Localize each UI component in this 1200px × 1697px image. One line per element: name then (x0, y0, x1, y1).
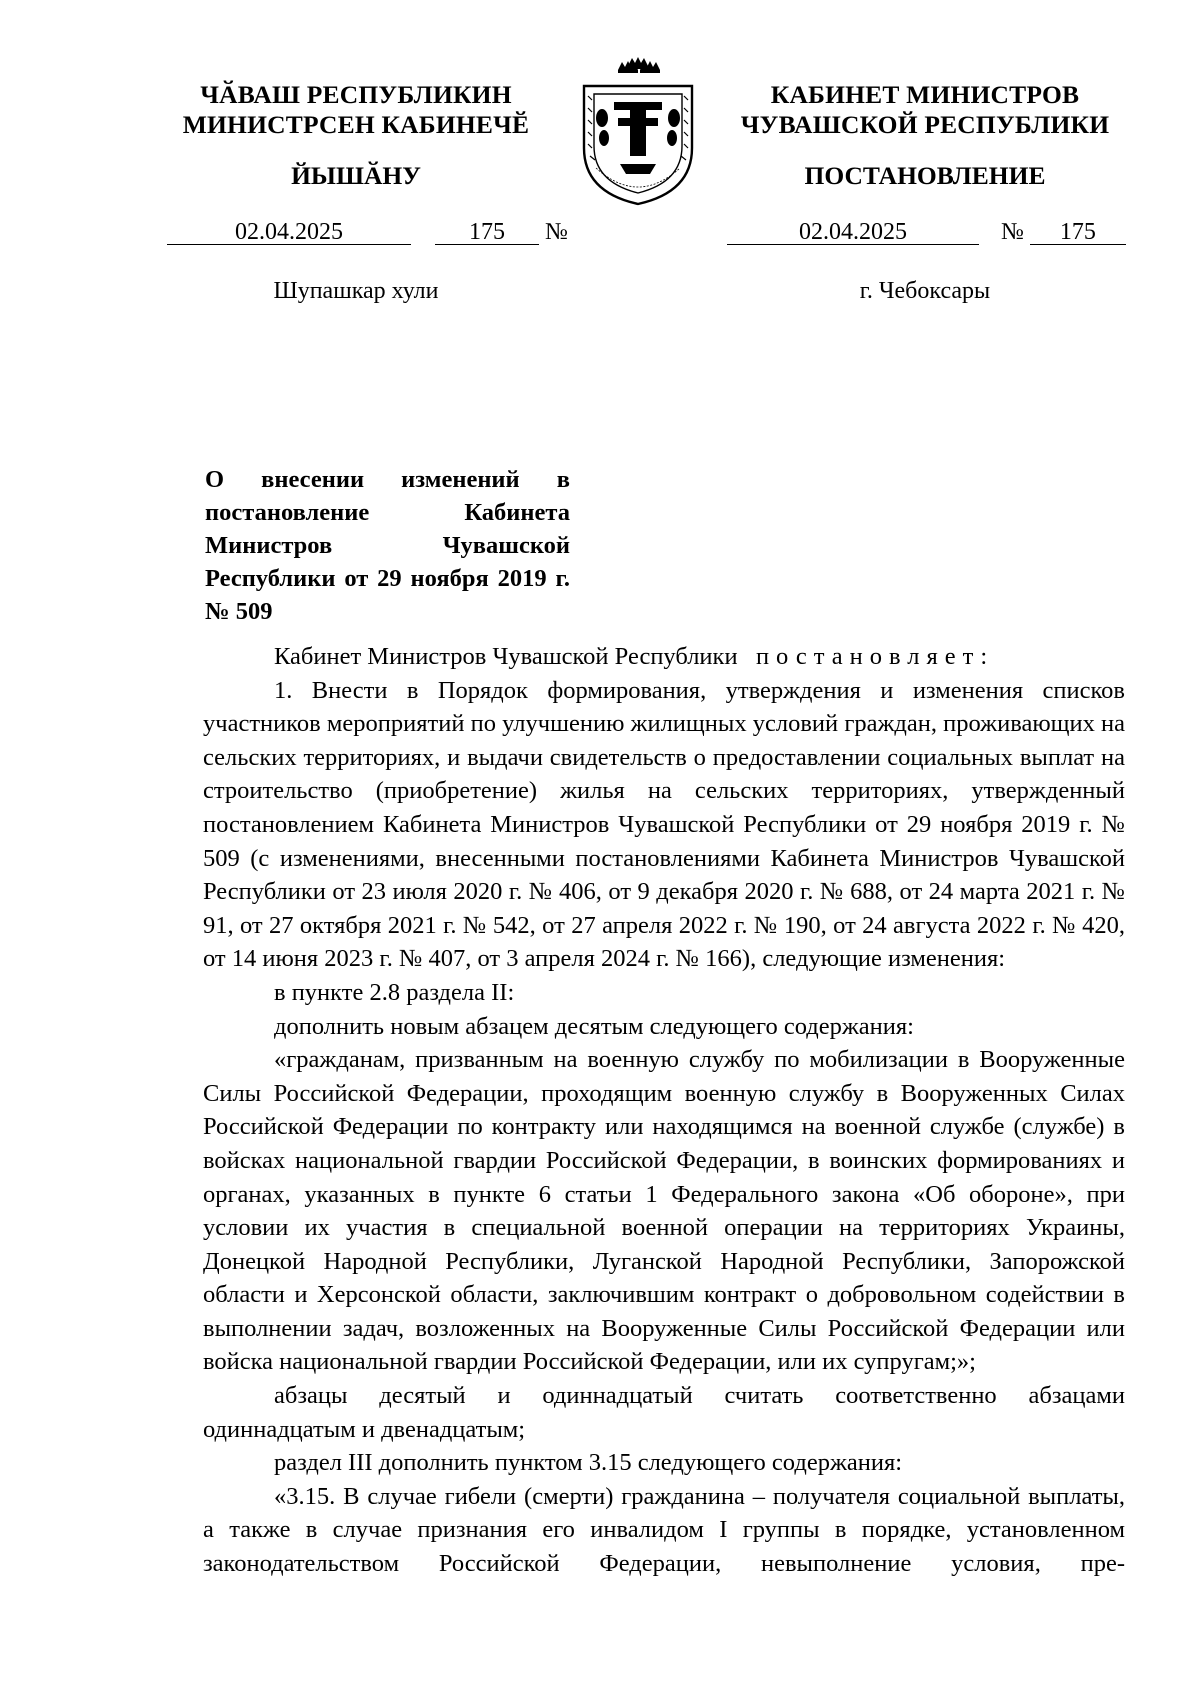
header-left-line1: ЧӐВАШ РЕСПУБЛИКИН (200, 80, 512, 109)
document-title: О внесении изменений в постановление Кабинета Министров Чувашской Республики от 29 ноября 2019 г. № 509 (205, 466, 570, 625)
left-number-sign: № (545, 219, 568, 245)
body-paragraph: 1. Внести в Порядок формирования, утверждения и изменения списков участников мероприятий по улучшению жилищных условий граждан, проживающих на сельских территориях, и выдачи свидетельств о предоставлении социальных выплат на строительство (приобретение) жилья на сельских территориях, утвержденный постановлением Кабинета Министров Чувашской Республики от 29 ноября 2019 г. № 509 (с изменениями, внесенными постановлениями Кабинета Министров Чувашской Республики от 23 июля 2020 г. № 406, от 9 декабря 2020 г. № 688, от 24 марта 2021 г. № 91, от 27 октября 2021 г. № 542, от 27 апреля 2022 г. № 190, от 24 августа 2022 г. № 420, от 14 июня 2023 г. № 407, от 3 апреля 2024 г. № 166), следующие изменения: (203, 676, 1125, 973)
right-number: 175 (1030, 218, 1126, 245)
left-number: 175 (435, 218, 539, 245)
header-left-title (150, 80, 562, 140)
preamble-resolves: постановляет: (755, 643, 995, 670)
header-right-line1: КАБИНЕТ МИНИСТРОВ (770, 80, 1080, 109)
body-paragraph: раздел III дополнить пунктом 3.15 следующего содержания: (274, 1449, 903, 1477)
right-number-sign: № (1001, 219, 1024, 245)
left-place: Шупашкар хули (273, 278, 439, 304)
header-left-line2: МИНИСТРСЕН КАБИНЕЧӖ (182, 110, 530, 139)
preamble-lead: Кабинет Министров Чувашской Республики (274, 643, 738, 670)
right-date: 02.04.2025 (727, 218, 979, 245)
document-body (203, 640, 1125, 1581)
body-paragraph: дополнить новым абзацем десятым следующего содержания: (274, 1012, 914, 1040)
chuvash-republic-emblem-icon (574, 56, 702, 206)
right-place: г. Чебоксары (859, 278, 991, 304)
body-paragraph: абзацы десятый и одиннадцатый считать соответственно абзацами одиннадцатым и двенадцатым; (203, 1382, 1125, 1443)
body-paragraph: «3.15. В случае гибели (смерти) гражданина – получателя социальной выплаты, а также в случае признания его инвалидом I группы в порядке, установленном законодательством Российской Федерации, невыполнение условия, пре- (203, 1482, 1125, 1578)
left-date: 02.04.2025 (167, 218, 411, 245)
left-date-number-line (167, 218, 568, 246)
header-right-title (720, 80, 1130, 140)
header-right-doc-kind: ПОСТАНОВЛЕНИЕ (804, 161, 1046, 190)
preamble (203, 640, 1125, 674)
header-left-doc-kind: ЙЫШӐНУ (291, 161, 421, 190)
right-date-number-line (727, 218, 1126, 246)
body-paragraph: в пункте 2.8 раздела II: (274, 978, 515, 1006)
body-paragraph: «гражданам, призванным на военную службу по мобилизации в Вооруженные Силы Российской Федерации, проходящим военную службу в Вооруженных Силах Российской Федерации по контракту или находящимся на военной службе (службе) в войсках национальной гвардии Российской Федерации, в воинских формированиях и органах, указанных в пункте 6 статьи 1 Федерального закона «Об обороне», при условии их участия в специальной военной операции на территориях Украины, Донецкой Народной Республики, Луганской Народной Республики, Запорожской области и Херсонской области, заключившим контракт о добровольном содействии в выполнении задач, возложенных на Вооруженные Силы Российской Федерации или войска национальной гвардии Российской Федерации, или их супругам;»; (203, 1046, 1125, 1376)
header-right-line2: ЧУВАШСКОЙ РЕСПУБЛИКИ (740, 110, 1110, 139)
